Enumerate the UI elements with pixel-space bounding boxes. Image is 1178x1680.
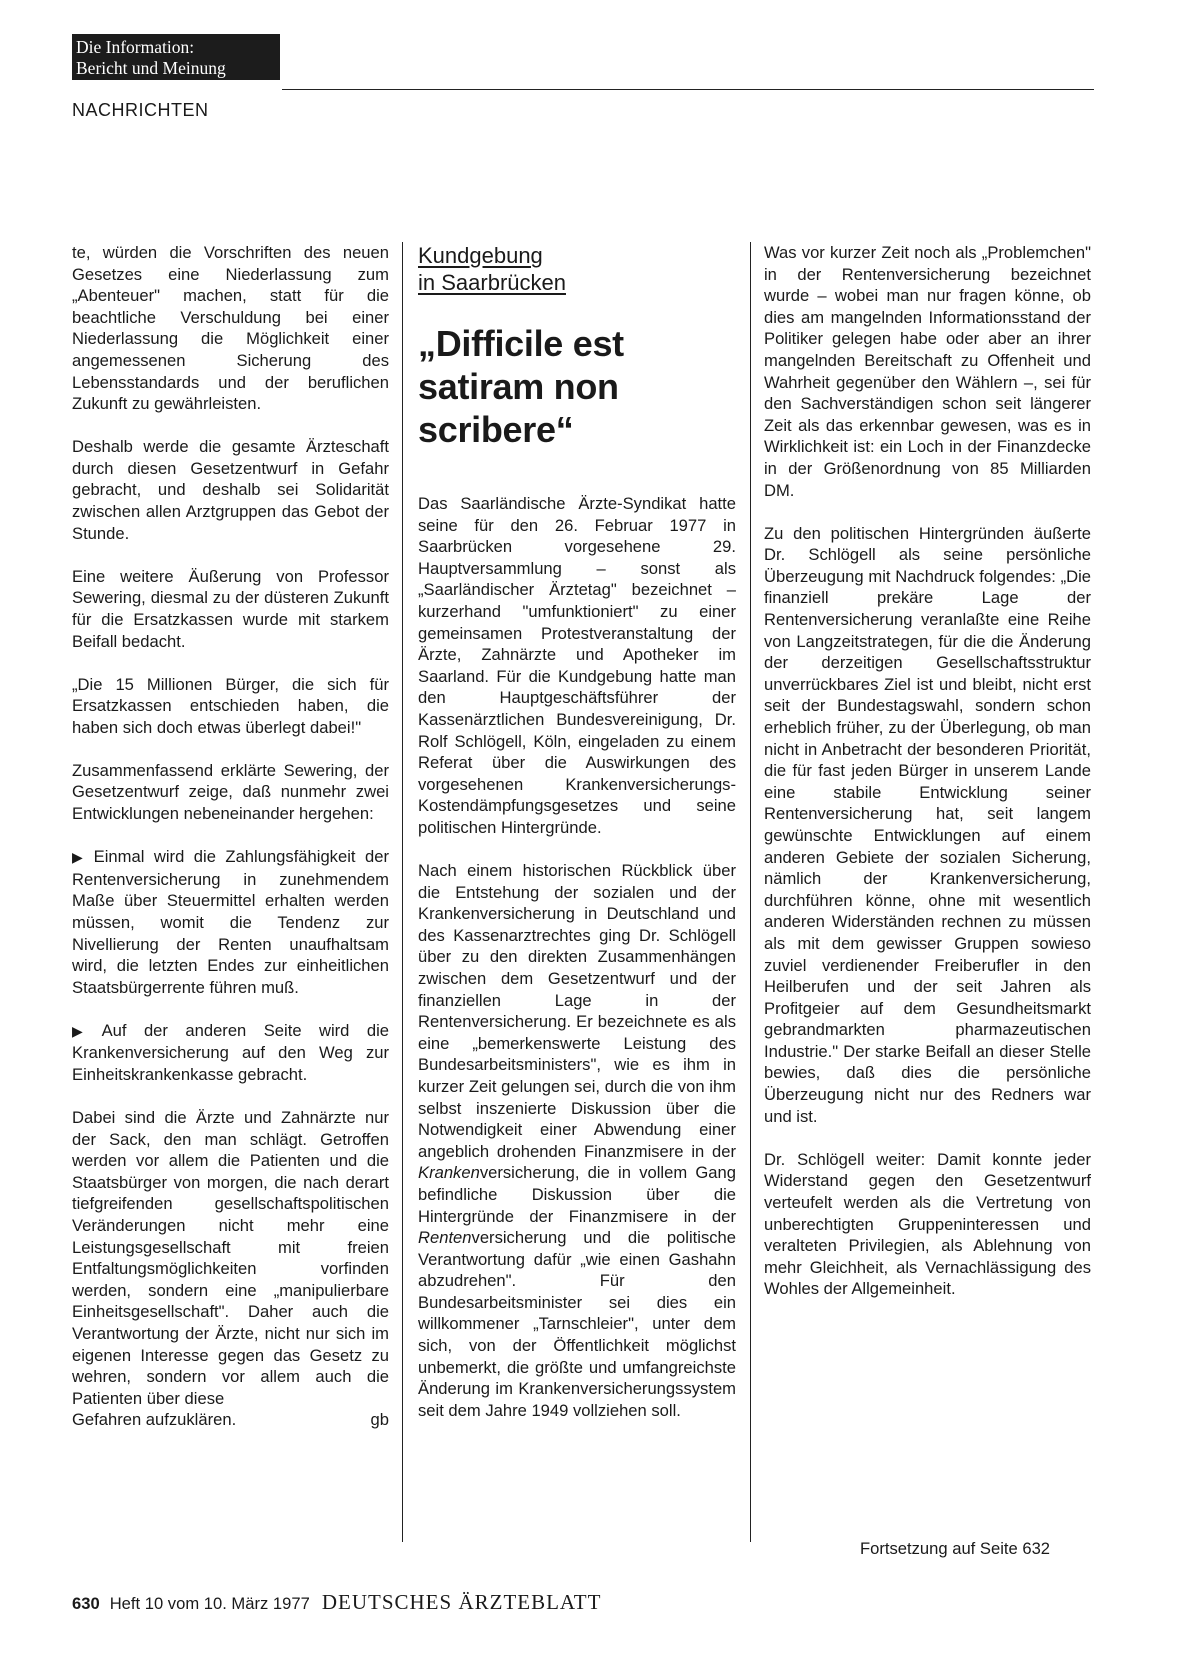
paragraph: Dabei sind die Ärzte und Zahnärzte nur der Sack, den man schlägt. Getroffen werden vor allem die Patienten und die Staatsbürger von morgen, die nach derart tiefgreifenden gesellschaftspolitischen Veränderungen nicht mehr eine Leistungsgesellschaft mit freien Entfaltungsmöglichkeiten vorfinden werden, sondern eine „manipulierbare Einheitsgesellschaft". Daher auch die Verantwortung der Ärzte, nicht nur sich im eigenen Interesse gegen das Gesetz zu wehren, sondern vor allem auch die Patienten über diese — [72, 1108, 389, 1408]
text-run: versicherung und die politische Verantwortung dafür „wie einen Gashahn abzudrehen". Für den Bundesarbeitsminister sei dies ein willkommener „Tarnschleier", unter dem sich, von der Öffentlichkeit möglichst unbemerkt, die größte und umfangreichste Änderung im Krankenversicherungssystem seit dem Jahre 1949 vollziehen soll. — [418, 1228, 736, 1420]
masthead — [72, 34, 280, 80]
triangle-bullet-icon: ▶ — [72, 849, 88, 866]
bullet-text: Auf der anderen Seite wird die Krankenversicherung auf den Weg zur Einheitskrankenkasse gebracht. — [72, 1020, 389, 1084]
author-initials: gb — [370, 1410, 389, 1430]
column-divider-1 — [402, 242, 403, 1542]
paragraph: Zusammenfassend erklärte Sewering, der Gesetzentwurf zeige, daß nunmehr zwei Entwicklungen nebeneinander hergehen: — [72, 760, 389, 824]
last-line: Gefahren aufzuklären. — [72, 1410, 237, 1430]
column-divider-2 — [750, 242, 751, 1542]
bullet-text: Einmal wird die Zahlungsfähigkeit der Rentenversicherung in zunehmendem Maße über Steuermittel erhalten werden müssen, womit die Tendenz zur Nivellierung der Renten unaufhaltsam wird, die letzten Endes zur einheitlichen Staatsbürgerrente führen muß. — [72, 847, 389, 997]
paragraph: Deshalb werde die gesamte Ärzteschaft durch diesen Gesetzentwurf in Gefahr gebracht, und deshalb sei Solidarität zwischen allen Arztgruppen das Gebot der Stunde. — [72, 437, 389, 543]
paragraph: te, würden die Vorschriften des neuen Gesetzes eine Niederlassung zum „Abenteuer" machen, statt für die beachtliche Verschuldung bei einer Niederlassung die Möglichkeit einer angemessenen Sicherung des Lebensstandards und der beruflichen Zukunft zu gewährleisten. — [72, 243, 389, 414]
column-1 — [72, 242, 389, 1431]
page-footer — [72, 1590, 601, 1615]
italic-run: Kranken — [418, 1163, 480, 1183]
magazine-title: DEUTSCHES ÄRZTEBLATT — [321, 1590, 602, 1614]
paragraph: „Die 15 Millionen Bürger, die sich für Ersatzkassen entschieden haben, die haben sich doch etwas überlegt dabei!" — [72, 674, 389, 737]
continuation-note: Fortsetzung auf Seite 632 — [860, 1539, 1051, 1558]
kicker-line-2: in Saarbrücken — [418, 270, 566, 295]
paragraph: Eine weitere Äußerung von Professor Sewering, diesmal zu der düsteren Zukunft für die Ersatzkassen wurde mit starkem Beifall bedacht. — [72, 566, 389, 651]
italic-run: Renten — [418, 1228, 472, 1248]
column-3 — [764, 242, 1091, 1321]
text-run: versicherung, die in vollem Gang befindliche Diskussion über die Hintergründe der Finanzmisere in der — [418, 1163, 736, 1226]
headline — [418, 322, 736, 451]
section-label: NACHRICHTEN — [72, 100, 209, 120]
kicker-line-1: Kundgebung — [418, 243, 543, 268]
triangle-bullet-icon: ▶ — [72, 1022, 96, 1039]
headline-line-3: scribere“ — [418, 409, 574, 450]
bullet-paragraph — [72, 1020, 389, 1086]
masthead-line-1: Die Information: — [76, 37, 195, 57]
page-number: 630 — [72, 1594, 100, 1613]
headline-line-1: „Difficile est — [418, 323, 624, 364]
kicker — [418, 242, 736, 296]
paragraph: Was vor kurzer Zeit noch als „Problemchen" in der Rentenversicherung bezeichnet wurde – wobei man nur fragen könne, ob dies am mangelnden Informationsstand der Politiker gelegen habe oder aber an ihrer mangelnden Bereitschaft zu Offenheit und Wahrheit gegenüber den Wählern –, sei für den Sachverständigen schon seit längerer Zeit als das erkennbar gewesen, was es in Wirklichkeit ist: ein Loch in der Finanzdecke in der Größenordnung von 85 Milliarden DM. — [764, 243, 1091, 500]
paragraph: Das Saarländische Ärzte-Syndikat hatte seine für den 26. Februar 1977 in Saarbrücken vorgesehene 29. Hauptversammlung – sonst als „Saarländischer Ärztetag" bezeichnet – kurzerhand "umfunktioniert" zu einer gemeinsamen Protestveranstaltung der Ärzte, Zahnärzte und Apotheker im Saarland. Für die Kundgebung hatte man den Hauptgeschäftsführer der Kassenärztlichen Bundesvereinigung, Dr. Rolf Schlögell, Köln, eingeladen zu einem Referat über die Auswirkungen des vorgesehenen Krankenversicherungs-Kostendämpfungsgesetzes und seine politischen Hintergründe. — [418, 494, 736, 837]
headline-line-2: satiram non — [418, 366, 619, 407]
masthead-line-2: Bericht und Meinung — [76, 58, 226, 78]
header-rule — [282, 89, 1094, 90]
paragraph-end — [72, 1409, 389, 1431]
issue-info: Heft 10 vom 10. März 1977 — [109, 1594, 310, 1613]
bullet-paragraph — [72, 846, 389, 998]
text-run: Nach einem historischen Rückblick über die Entstehung der sozialen und der Krankenversicherung in Deutschland und des Kassenarztrechtes ging Dr. Schlögell über zu den direkten Zusammenhängen zwischen dem Gesetzentwurf und der finanziellen Lage in der Rentenversicherung. Er bezeichnete es als eine „bemerkenswerte Leistung des Bundesarbeitsministers", wie es ihm in kurzer Zeit gelungen sei, durch die von ihm selbst inszenierte Diskussion über die Notwendigkeit einer Abwendung einer angeblich drohenden Finanzmisere in der — [418, 861, 736, 1161]
paragraph — [418, 860, 736, 1421]
paragraph: Dr. Schlögell weiter: Damit konnte jeder Widerstand gegen den Gesetzentwurf verteufelt werden als die Vertretung von unberechtigten Gruppeninteressen und veralteten Privilegien, als Ablehnung von mehr Gleichheit, als Vernachlässigung des Wohles der Allgemeinheit. — [764, 1149, 1091, 1299]
paragraph: Zu den politischen Hintergründen äußerte Dr. Schlögell als seine persönliche Überzeugung mit Nachdruck folgendes: „Die finanziell prekäre Lage der Rentenversicherung veranlaßte eine Reihe von Langzeitstrategen, für die die Änderung der derzeitigen Gesellschaftsstruktur unverrückbares Ziel ist und bleibt, nicht erst seit der Bundestagswahl, sondern schon erheblich früher, zu der Überlegung, ob man nicht in Anbetracht der besonderen Priorität, die für fast jeden Bürger in unserem Lande eine stabile Entwicklung seiner Rentenversicherung hat, seit langem gewünschte Entwicklungen auf einem anderen Gebiete der sozialen Sicherung, nämlich der Krankenversicherung, durchführen könne, ohne mit wesentlich anderen Widerständen rechnen zu müssen als mit dem gewisser Gruppen sowieso zuviel verdienender Freiberufler in den Heilberufen und der seit Jahren als Profitgeier auf dem Gesundheitsmarkt gebrandmarkten pharmazeutischen Industrie." Der starke Beifall an dieser Stelle bewies, daß dies die persönliche Überzeugung nicht nur des Redners war und ist. — [764, 523, 1091, 1126]
column-2 — [418, 242, 736, 1443]
